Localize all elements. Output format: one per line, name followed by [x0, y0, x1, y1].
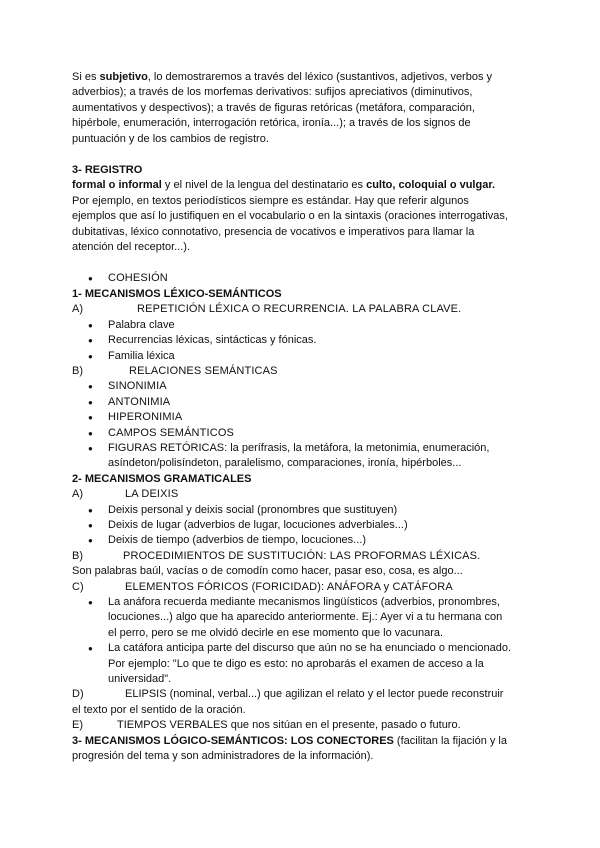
s1-a-text: REPETICIÓN LÉXICA O RECURRENCIA. LA PALABRA CLAVE.: [137, 303, 462, 316]
s2-e: [72, 718, 512, 733]
s2-a-label: A): [72, 488, 83, 501]
s2-b-note: Son palabras baúl, vacías o de comodín como hacer, pasar eso, cosa, es algo...: [72, 565, 463, 578]
list-item: ● Familia léxica: [72, 349, 512, 364]
list-item: ● La catáfora anticipa parte del discurso que aún no se ha enunciado o mencionado. Por ejemplo: "Lo que te digo es esto: no aprobarás el examen de acceso a la universidad".: [72, 641, 512, 687]
list-item: ● La anáfora recuerda mediante mecanismos lingüísticos (adverbios, pronombres, locuciones...) algo que ha aparecido anteriormente. Ej.: Ayer vi a tu hermana con el perro, pero se me olvidó decirle en ese momento que lo vacunara.: [72, 595, 512, 641]
s2-c: [72, 580, 512, 595]
s1-a: [72, 302, 512, 317]
list-item: ● CAMPOS SEMÁNTICOS: [72, 426, 512, 441]
s1-a-label: A): [72, 303, 83, 316]
s2-d-label: D): [72, 688, 84, 701]
list-item: ● Deixis de lugar (adverbios de lugar, locuciones adverbiales...): [72, 518, 512, 533]
s1-b: [72, 364, 512, 379]
intro-prefix: Si es: [72, 71, 100, 83]
s2-a: [72, 487, 512, 502]
document-content: [72, 70, 512, 764]
registro-heading: [72, 163, 512, 178]
s3-text: (facilitan la fijación y la progresión del tema y son administradores de la información).: [72, 734, 507, 763]
s1-heading-text: 1- MECANISMOS LÉXICO-SEMÁNTICOS: [72, 287, 282, 300]
s2-a-text: LA DEIXIS: [125, 488, 179, 501]
s2-d: [72, 687, 512, 718]
s2-b-text: PROCEDIMIENTOS DE SUSTITUCIÓN: LAS PROFORMAS LÉXICAS.: [123, 549, 481, 562]
list-item: ● SINONIMIA: [72, 379, 512, 394]
registro-bold2: culto, coloquial o vulgar.: [366, 179, 496, 192]
s2-b: [72, 549, 512, 564]
cohesion-item: ● COHESIÓN: [72, 271, 512, 286]
registro-paragraph: [72, 178, 512, 255]
s2-c-label: C): [72, 580, 84, 593]
s2-c-text: ELEMENTOS FÓRICOS (FORICIDAD): ANÁFORA y CATÁFORA: [125, 580, 453, 593]
list-item: ● FIGURAS RETÓRICAS: la perífrasis, la metáfora, la metonimia, enumeración, asíndeton/polisíndeton, paralelismo, comparaciones, ironía, hipérboles...: [72, 441, 512, 472]
s2-e-label: E): [72, 719, 83, 732]
registro-heading-text: 3- REGISTRO: [72, 164, 143, 177]
s3-heading: 3- MECANISMOS LÓGICO-SEMÁNTICOS: LOS CONECTORES: [72, 734, 394, 747]
s2-b-label: B): [72, 549, 83, 562]
s2-heading-text: 2- MECANISMOS GRAMATICALES: [72, 472, 252, 485]
registro-text2: Por ejemplo, en textos periodísticos siempre es estándar. Hay que referir algunos ejemplos que así lo justifiquen en el vocabulario o en la sintaxis (oraciones interrogativas, dubitativas, léxico connotativo, presencia de vocativos e imperativos para llamar la atención del receptor...).: [72, 194, 508, 254]
list-item: ● Deixis de tiempo (adverbios de tiempo, locuciones...): [72, 533, 512, 548]
list-item: ● Deixis personal y deixis social (pronombres que sustituyen): [72, 503, 512, 518]
intro-bold: subjetivo: [99, 71, 148, 83]
s1-b-label: B): [72, 364, 83, 377]
s3-paragraph: [72, 734, 512, 765]
list-item: ● Palabra clave: [72, 318, 512, 333]
intro-paragraph: [72, 70, 512, 147]
list-item: ● Recurrencias léxicas, sintácticas y fónicas.: [72, 333, 512, 348]
s1-b-text: RELACIONES SEMÁNTICAS: [129, 364, 278, 377]
registro-text1: y el nivel de la lengua del destinatario es: [161, 179, 367, 192]
list-item: ● HIPERONIMIA: [72, 410, 512, 425]
s1-heading: [72, 287, 512, 302]
s2-e-text: TIEMPOS VERBALES que nos sitúan en el presente, pasado o futuro.: [117, 719, 461, 732]
intro-rest: , lo demostraremos a través del léxico (sustantivos, adjetivos, verbos y adverbios); a través de los morfemas derivativos: sufijos apreciativos (diminutivos, aumentativos y despectivos); a través de figuras retóricas (metáfora, comparación, hipérbole, enumeración, interrogación retórica, ironía...); a través de los signos de puntuación y de los cambios de registro.: [72, 71, 493, 145]
s2-d-text: ELIPSIS (nominal, verbal...) que agilizan el relato y el lector puede reconstruir el texto por el sentido de la oración.: [72, 688, 504, 716]
s2-heading: [72, 472, 512, 487]
list-item: ● ANTONIMIA: [72, 395, 512, 410]
registro-bold1: formal o informal: [72, 179, 162, 192]
